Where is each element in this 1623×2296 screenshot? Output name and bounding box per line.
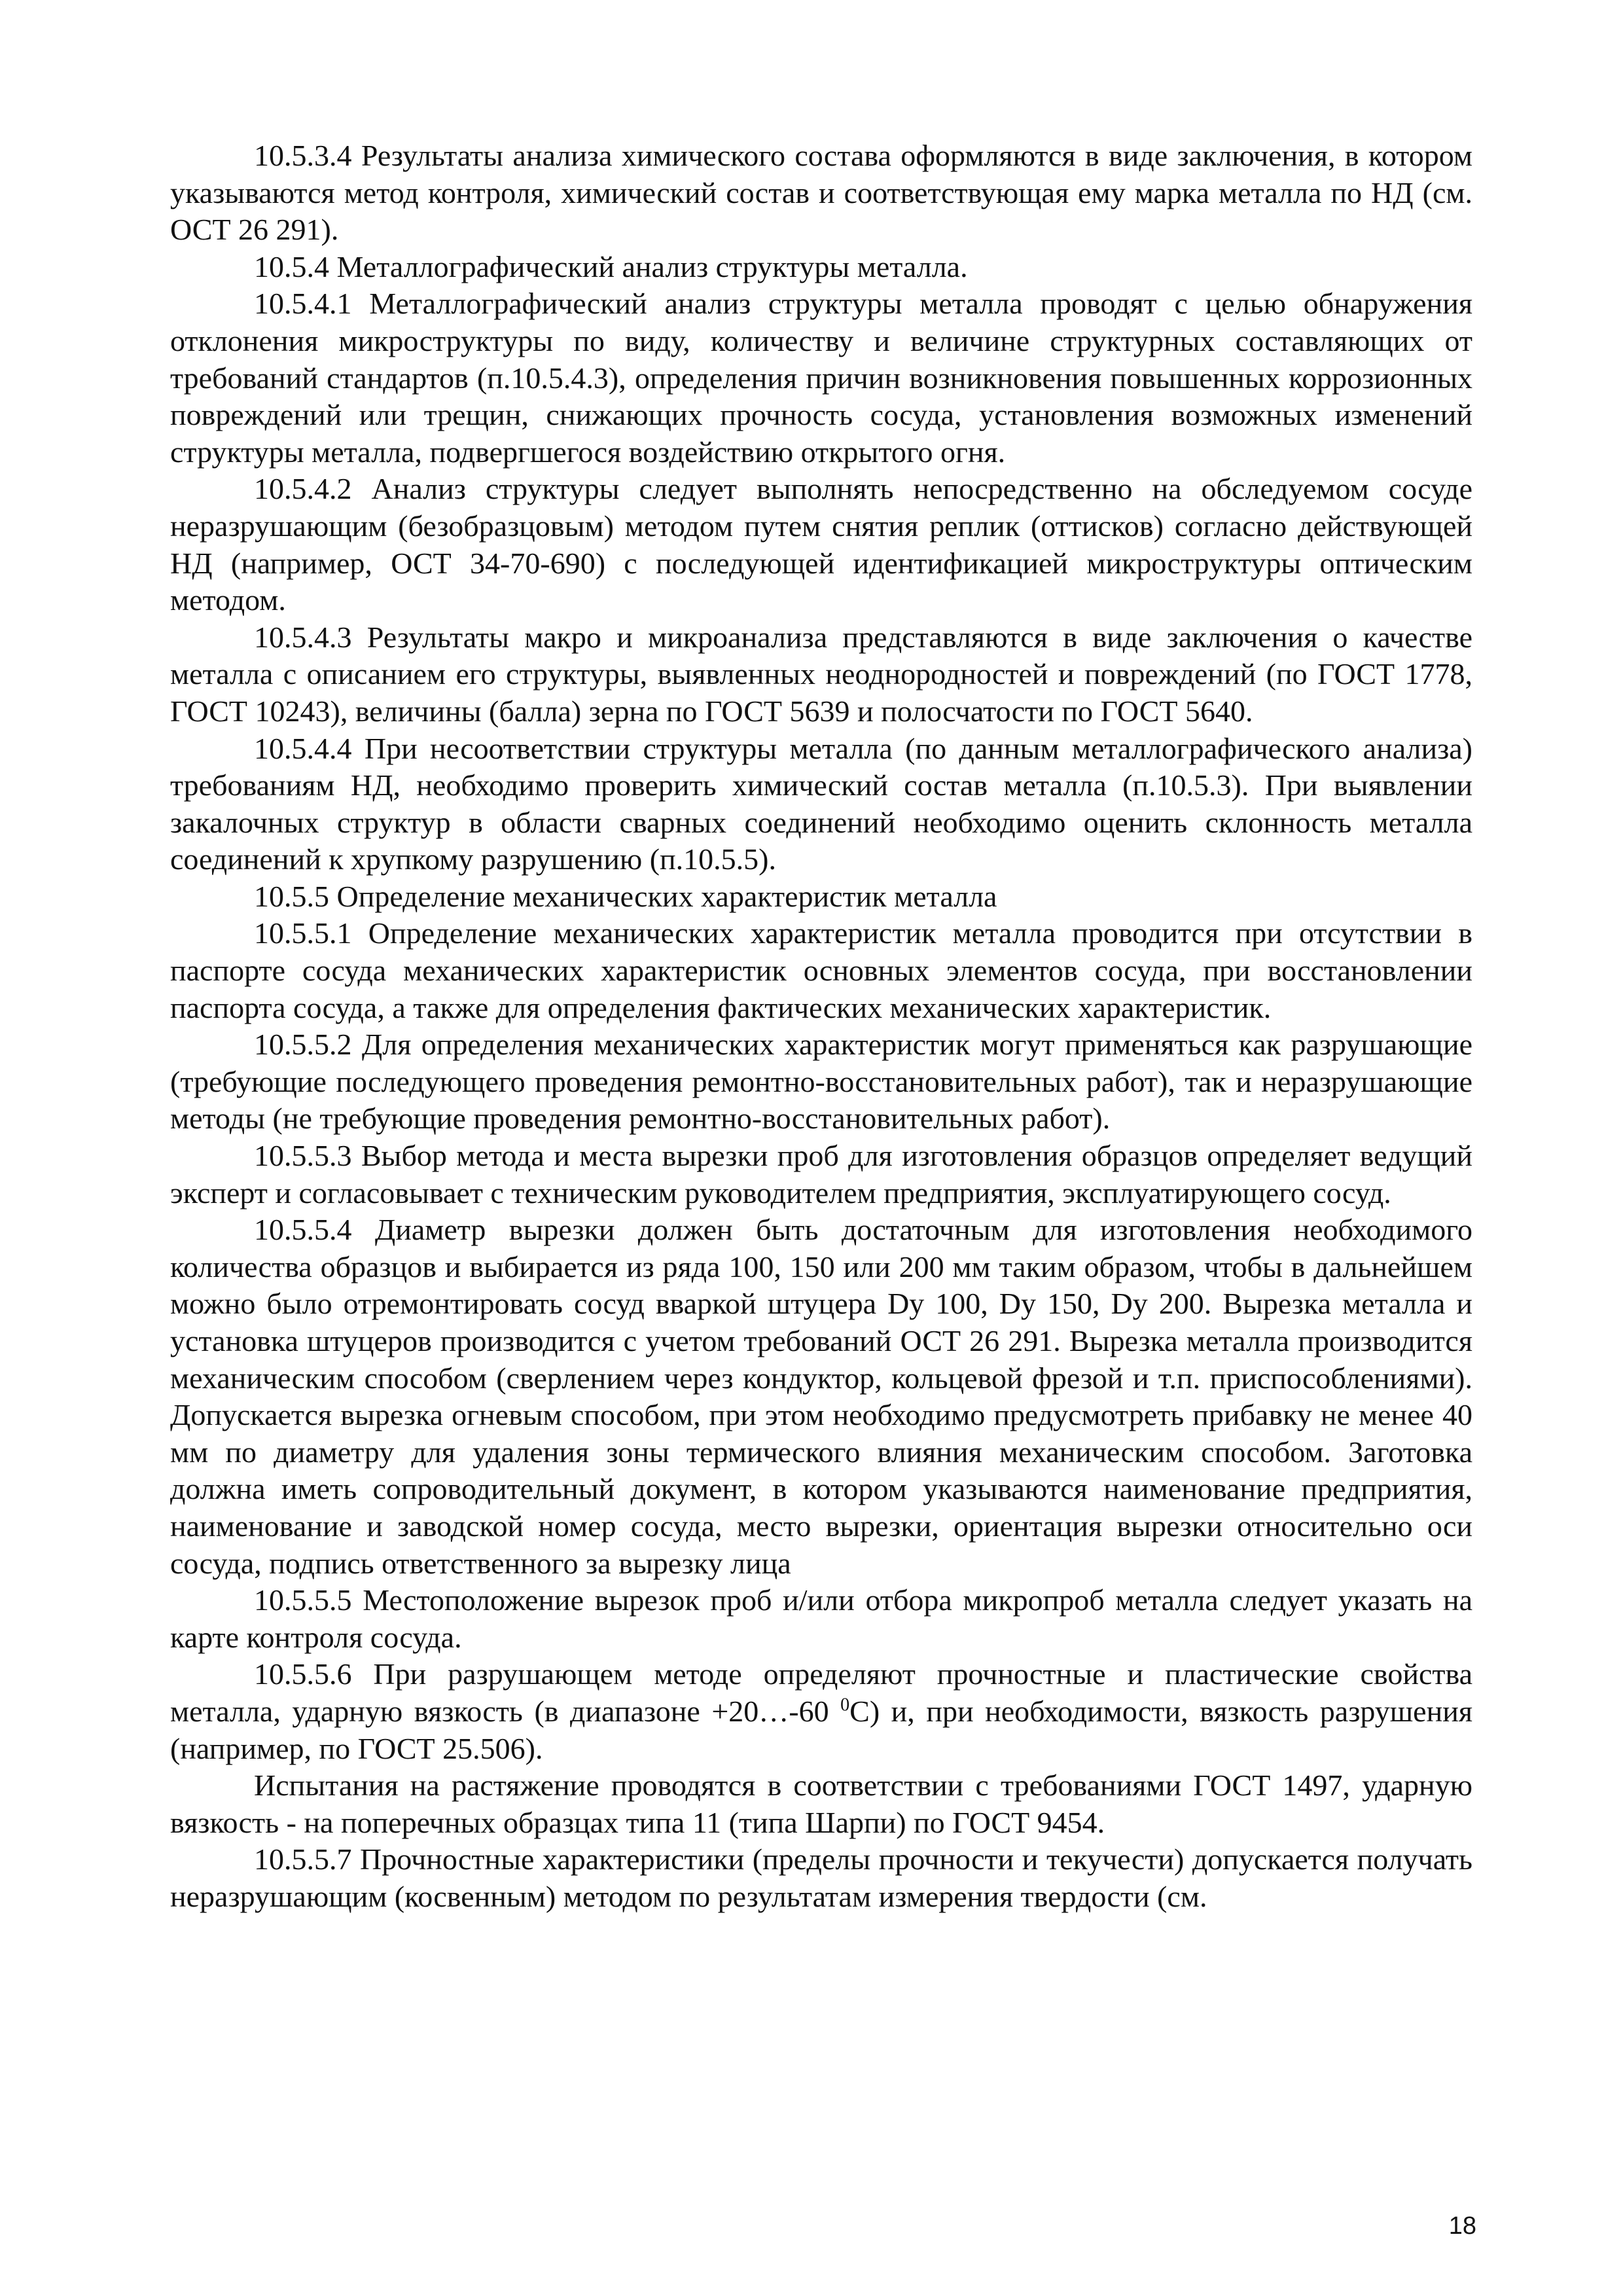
paragraph-tension-tests: Испытания на растяжение проводятся в соответствии с требованиями ГОСТ 1497, ударную вязкость - на поперечных образцах типа 11 (типа Шарпи) по ГОСТ 9454. <box>170 1768 1472 1839</box>
degree-superscript: 0 <box>840 1695 850 1715</box>
paragraph-10-5-5-6-start: 10.5.5.6 При разрушающем методе определяют прочностные и пластические свойства металла, ударную вязкость (в диапазоне +20…-60 <box>170 1657 1472 1728</box>
paragraph-10-5-4-4: 10.5.4.4 При несоответствии структуры металла (по данным металлографического анализа) требованиям НД, необходимо проверить химический состав металла (п.10.5.3). При выявлении закалочных структур в области сварных соединений необходимо оценить склонность металла соединений к хрупкому разрушению (п.10.5.5). <box>170 731 1472 876</box>
paragraph-10-5-4-3: 10.5.4.3 Результаты макро и микроанализа представляются в виде заключения о качестве металла с описанием его структуры, выявленных неоднородностей и повреждений (по ГОСТ 1778, ГОСТ 10243), величины (балла) зерна по ГОСТ 5639 и полосчатости по ГОСТ 5640. <box>170 620 1472 728</box>
paragraph-10-5-5-5: 10.5.5.5 Местоположение вырезок проб и/или отбора микропроб металла следует указать на карте контроля сосуда. <box>170 1583 1472 1654</box>
paragraph-10-5-3-4: 10.5.3.4 Результаты анализа химического состава оформляются в виде заключения, в котором указываются метод контроля, химический состав и соответствующая ему марка металла по НД (см. ОСТ 26 291). <box>170 139 1472 247</box>
paragraph-10-5-5-3: 10.5.5.3 Выбор метода и места вырезки проб для изготовления образцов определяет ведущий эксперт и согласовывает с техническим руководителем предприятия, эксплуатирующего сосуд. <box>170 1139 1472 1210</box>
paragraph-10-5-4-1: 10.5.4.1 Металлографический анализ структуры металла проводят с целью обнаружения отклонения микроструктуры по виду, количеству и величине структурных составляющих от требований стандартов (п.10.5.4.3), определения причин возникновения повышенных коррозионных повреждений или трещин, снижающих прочность сосуда, установления возможных изменений структуры металла, подвергшегося воздействию открытого огня. <box>170 287 1472 469</box>
paragraph-10-5-5-4: 10.5.5.4 Диаметр вырезки должен быть достаточным для изготовления необходимого количества образцов и выбирается из ряда 100, 150 или 200 мм таким образом, чтобы в дальнейшем можно было отремонтировать сосуд вваркой штуцера Dy 100, Dy 150, Dy 200. Вырезка металла и установка штуцеров производится с учетом требований ОСТ 26 291. Вырезка металла производится механическим способом (сверлением через кондуктор, кольцевой фрезой и т.п. приспособлениями). Допускается вырезка огневым способом, при этом необходимо предусмотреть прибавку не менее 40 мм по диаметру для удаления зоны термического влияния механическим способом. Заготовка должна иметь сопроводительный документ, в котором указываются наименование предприятия, наименование и заводской номер сосуда, место вырезки, ориентация вырезки относительно оси сосуда, подпись ответственного за вырезку лица <box>170 1213 1472 1580</box>
paragraph-10-5-5-1: 10.5.5.1 Определение механических характеристик металла проводится при отсутствии в паспорте сосуда механических характеристик основных элементов сосуда, при восстановлении паспорта сосуда, а также для определения фактических механических характеристик. <box>170 916 1472 1024</box>
paragraph-10-5-5-6-end: С) и, при необходимости, вязкость разрушения (например, по ГОСТ 25.506). <box>170 1694 1472 1765</box>
heading-10-5-4: 10.5.4 Металлографический анализ структуры металла. <box>254 249 968 283</box>
paragraph-10-5-5-6 <box>170 1656 1472 1767</box>
paragraph-10-5-5-2: 10.5.5.2 Для определения механических характеристик могут применяться как разрушающие (требующие последующего проведения ремонтно-восстановительных работ), так и неразрушающие методы (не требующие проведения ремонтно-восстановительных работ). <box>170 1028 1472 1136</box>
paragraph-10-5-5-7: 10.5.5.7 Прочностные характеристики (пределы прочности и текучести) допускается получать неразрушающим (косвенным) методом по результатам измерения твердости (см. <box>170 1842 1472 1913</box>
paragraph-10-5-4-2: 10.5.4.2 Анализ структуры следует выполнять непосредственно на обследуемом сосуде неразрушающим (безобразцовым) методом путем снятия реплик (оттисков) согласно действующей НД (например, ОСТ 34-70-690) с последующей идентификацией микроструктуры оптическим методом. <box>170 472 1472 617</box>
page-number: 18 <box>1448 2212 1476 2240</box>
heading-10-5-5: 10.5.5 Определение механических характеристик металла <box>254 879 997 913</box>
document-body <box>170 137 1472 1916</box>
